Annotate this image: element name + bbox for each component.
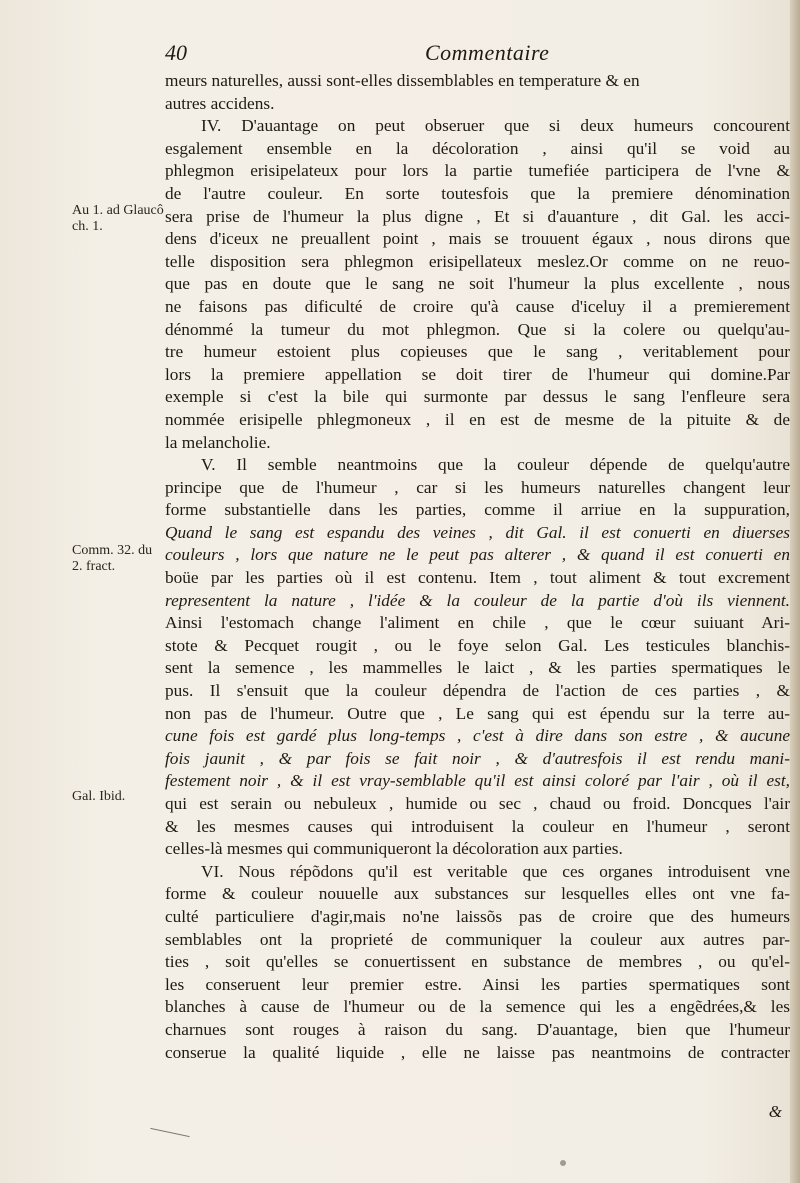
text-line: Ainsi l'estomach change l'aliment en chile , que le cœur suiuant Ari- bbox=[165, 613, 790, 633]
text-line: blanches à cause de l'humeur ou de la semence qui les a engẽdrées,& les bbox=[165, 997, 790, 1017]
text-line: festement noir , & il est vray-semblable qu'il est ainsi coloré par l'air , où il est, bbox=[165, 771, 790, 791]
text-line: dénommé la tumeur du mot phlegmon. Que si la colere ou quelqu'au- bbox=[165, 319, 790, 339]
text-line: cune fois est gardé plus long-temps , c'est à dire dans son estre , & aucune bbox=[165, 726, 790, 746]
text-line: esgalement ensemble en la décoloration , ainsi qu'il se void au bbox=[165, 138, 790, 158]
text-line: Quand le sang est espandu des veines , dit Gal. il est conuerti en diuerses bbox=[165, 522, 790, 542]
text-line: representent la nature , l'idée & la couleur de la partie d'où ils viennent. bbox=[165, 590, 790, 610]
text-line: de l'autre couleur. En sorte toutesfois que la premiere dénomination bbox=[165, 183, 790, 203]
text-line: que pas en doute que le sang ne soit l'humeur la plus excellente , nous bbox=[165, 274, 790, 294]
text-line: semblables ont la proprieté de communiquer la couleur aux autres par- bbox=[165, 929, 790, 949]
margin-note: Gal. Ibid. bbox=[72, 789, 126, 804]
text-line: phlegmon erisipelateux pour lors la partie tumefiée participera de l'vne & bbox=[165, 161, 790, 181]
text-line: forme substantielle dans les parties, comme il arriue en la suppuration, bbox=[165, 500, 790, 520]
text-line: exemple si c'est la bile qui surmonte par dessus le sang l'enfleure sera bbox=[165, 387, 790, 407]
catchword: & bbox=[768, 1102, 782, 1121]
text-line: les conseruent leur premier estre. Ainsi les parties spermatiques sont bbox=[165, 974, 790, 994]
text-line: culté particuliere d'agir,mais no'ne laissõs pas de croire que des humeurs bbox=[165, 906, 790, 926]
text-line: non pas de l'humeur. Outre que , Le sang qui est épendu sur la terre au- bbox=[165, 703, 790, 723]
text-line: conserue la qualité liquide , elle ne laisse pas neantmoins de contracter bbox=[165, 1042, 790, 1062]
text-line: lors la premiere appellation se doit tirer de l'humeur qui domine.Par bbox=[165, 364, 790, 384]
page-edge bbox=[790, 0, 800, 1183]
text-line: fois jaunit , & par fois se fait noir , & d'autresfois il est rendu mani- bbox=[165, 748, 790, 768]
ink-spot bbox=[560, 1160, 566, 1166]
text-line: VI. Nous répõdons qu'il est veritable que ces organes introduisent vne bbox=[201, 861, 790, 881]
text-line: ties , soit qu'elles se conuertissent en substance de membres , ou qu'el- bbox=[165, 952, 790, 972]
text-line: sent la semence , les mammelles le laict , & les parties spermatiques le bbox=[165, 658, 790, 678]
text-line: dens d'iceux ne preuallent point , mais se trouuent égaux , nous dirons que bbox=[165, 229, 790, 249]
text-line: pus. Il s'ensuit que la couleur dépendra de l'action de ces parties , & bbox=[165, 681, 790, 701]
text-line: nommée erisipelle phlegmoneux , il en est de mesme de la pituite & de bbox=[165, 409, 790, 429]
margin-note: Au 1. ad Glaucô ch. 1. bbox=[72, 203, 164, 234]
text-line: meurs naturelles, aussi sont-elles dissemblables en temperature & en bbox=[165, 71, 640, 90]
text-line: principe que de l'humeur , car si les humeurs naturelles changent leur bbox=[165, 477, 790, 497]
text-line: celles-là mesmes qui communiqueront la décoloration aux parties. bbox=[165, 839, 623, 859]
text-line: charnues sont rouges à raison du sang. D'auantage, bien que l'humeur bbox=[165, 1019, 790, 1039]
text-line: stote & Pecquet rougit , ou le foye selon Gal. Les testicules blanchis- bbox=[165, 635, 790, 655]
text-line: forme & couleur nouuelle aux substances sur lesquelles elles ont vne fa- bbox=[165, 884, 790, 904]
text-line: autres accidens. bbox=[165, 93, 275, 113]
text-line: telle disposition sera phlegmon erisipellateux meslez.Or comme on ne reuo- bbox=[165, 251, 790, 271]
page-number: 40 bbox=[165, 40, 187, 65]
margin-note: Comm. 32. du 2. fract. bbox=[72, 543, 153, 574]
body-text bbox=[165, 70, 790, 1064]
text-line: & les mesmes causes qui introduisent la couleur en l'humeur , seront bbox=[165, 816, 790, 836]
text-line: ne faisons pas dificulté de croire qu'à cause d'iceluy il a premierement bbox=[165, 296, 790, 316]
text-line: la melancholie. bbox=[165, 432, 271, 452]
text-line: V. Il semble neantmoins que la couleur dépende de quelqu'autre bbox=[201, 455, 790, 475]
text-line: boüe par les parties où il est contenu. Item , tout aliment & tout excrement bbox=[165, 568, 790, 588]
text-line: couleurs , lors que nature ne le peut pas alterer , & quand il est conuerti en bbox=[165, 545, 790, 565]
page-header bbox=[165, 40, 790, 70]
text-line: qui est serain ou nebuleux , humide ou sec , chaud ou froid. Doncques l'air bbox=[165, 794, 790, 813]
text-line: tre humeur estoient plus copieuses que le sang , veritablement pour bbox=[165, 342, 790, 362]
text-line: IV. D'auantage on peut obseruer que si deux humeurs concourent bbox=[201, 116, 790, 136]
running-title: Commentaire bbox=[425, 40, 550, 65]
text-line: sera prise de l'humeur la plus digne , Et si d'auanture , dit Gal. les acci- bbox=[165, 206, 790, 226]
